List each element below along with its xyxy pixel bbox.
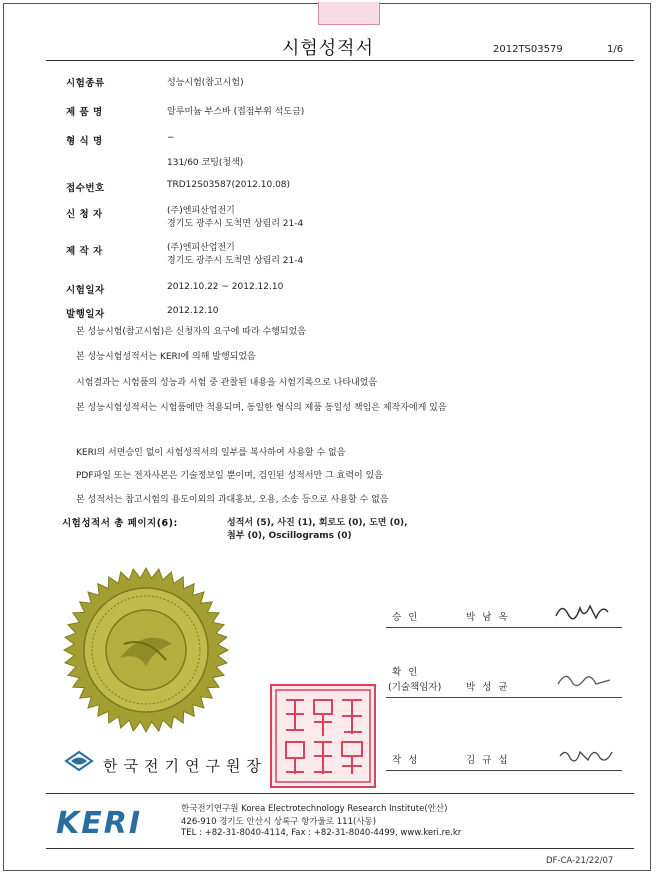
field-value-test-date: 2012.10.22 ~ 2012.12.10: [167, 282, 284, 292]
author-role: 작 성: [392, 755, 420, 766]
field-value-product-name: 알루미늄 부스바 (접점부위 석도금): [167, 107, 305, 117]
approve-signature: [554, 598, 610, 629]
footer-address-line: 426-910 경기도 안산시 상록구 항가울로 111(사동): [181, 817, 377, 827]
notice-1: KERI의 서면승인 없이 시험성적서의 일부를 복사하여 사용할 수 없음: [76, 448, 346, 458]
statement-3: 시험결과는 시험품의 성능과 시험 중 관찰된 내용을 시험기록으로 나타내었음: [76, 378, 378, 388]
confirm-name: 박 성 균: [466, 682, 510, 693]
field-value-applicant-name: (주)엔피산업전기: [167, 206, 235, 216]
keri-emblem-icon: [64, 750, 94, 776]
header-rule: [46, 60, 634, 61]
document-title: 시험성적서: [282, 38, 374, 59]
footer-contact-line: TEL : +82-31-8040-4114, Fax : +82-31-8040-4499, www.keri.re.kr: [181, 828, 462, 838]
author-signature: [558, 742, 614, 772]
form-code: DF-CA-21/22/07: [546, 856, 614, 866]
field-value-manufacturer-name: (주)엔피산업전기: [167, 243, 235, 253]
notice-2: PDF파일 또는 전자사본은 기술정보일 뿐이며, 검인된 성적서만 그 효력이 있음: [76, 471, 383, 481]
field-value-applicant-address: 경기도 광주시 도척면 상림리 21-4: [167, 219, 304, 229]
field-label-test-date: 시험일자: [66, 285, 105, 296]
field-label-test-type: 시험종류: [66, 78, 105, 89]
statement-1: 본 성능시험(참고시험)은 신청자의 요구에 따라 수행되었음: [76, 327, 306, 337]
document-number: 2012TS03579: [493, 44, 563, 55]
field-value-model-name: −: [167, 133, 175, 143]
notice-3: 본 성적서는 참고시험의 용도이외의 과대홍보, 오용, 소송 등으로 사용할 수 없음: [76, 495, 389, 505]
field-label-receipt-number: 접수번호: [66, 183, 105, 194]
author-name: 김 규 섭: [466, 755, 510, 766]
total-pages-line-2: 첨부 (0), Oscillograms (0): [227, 531, 352, 541]
statement-4: 본 성능시험성적서는 시험품에만 적용되며, 동일한 형식의 제품 동일성 책임은 제작자에게 있음: [76, 403, 447, 413]
field-label-applicant: 신 청 자: [66, 209, 103, 220]
statement-2: 본 성능시험성적서는 KERI에 의해 발행되었음: [76, 352, 256, 362]
field-value-model-detail: 131/60 코팅(청색): [167, 158, 244, 168]
field-label-manufacturer: 제 작 자: [66, 246, 103, 257]
footer-bottom-rule: [46, 848, 634, 849]
confirm-signature-line: [386, 697, 622, 698]
page-number: 1/6: [607, 44, 624, 55]
field-value-receipt-number: TRD12S03587(2012.10.08): [167, 180, 291, 190]
keri-gold-seal: [62, 566, 230, 734]
approve-signature-line: [386, 627, 622, 628]
total-pages-line-1: 성적서 (5), 사진 (1), 회로도 (0), 도면 (0),: [227, 518, 408, 528]
approve-role: 승 인: [392, 612, 420, 623]
keri-logo: KERI: [56, 806, 143, 841]
field-value-test-type: 성능시험(참고시험): [167, 78, 244, 88]
footer-rule: [46, 793, 634, 794]
field-value-manufacturer-address: 경기도 광주시 도척면 상림리 21-4: [167, 256, 304, 266]
confirm-role: 확 인: [392, 667, 420, 678]
org-name-korean: 한국전기연구원장: [103, 757, 267, 775]
top-stamp-fragment: [318, 2, 380, 25]
official-red-stamp: [270, 684, 376, 788]
confirm-signature: [556, 668, 612, 698]
footer-org-line: 한국전기연구원 Korea Electrotechnology Research Institute(안산): [181, 804, 448, 814]
field-label-product-name: 제 품 명: [66, 107, 103, 118]
field-value-issue-date: 2012.12.10: [167, 306, 219, 316]
total-pages-label: 시험성적서 총 페이지(6):: [62, 518, 178, 529]
approve-name: 박 남 옥: [466, 612, 510, 623]
field-label-issue-date: 발행일자: [66, 309, 105, 320]
field-label-model-name: 형 식 명: [66, 136, 103, 147]
author-signature-line: [386, 770, 622, 771]
confirm-role-detail: (기술책임자): [388, 682, 442, 693]
